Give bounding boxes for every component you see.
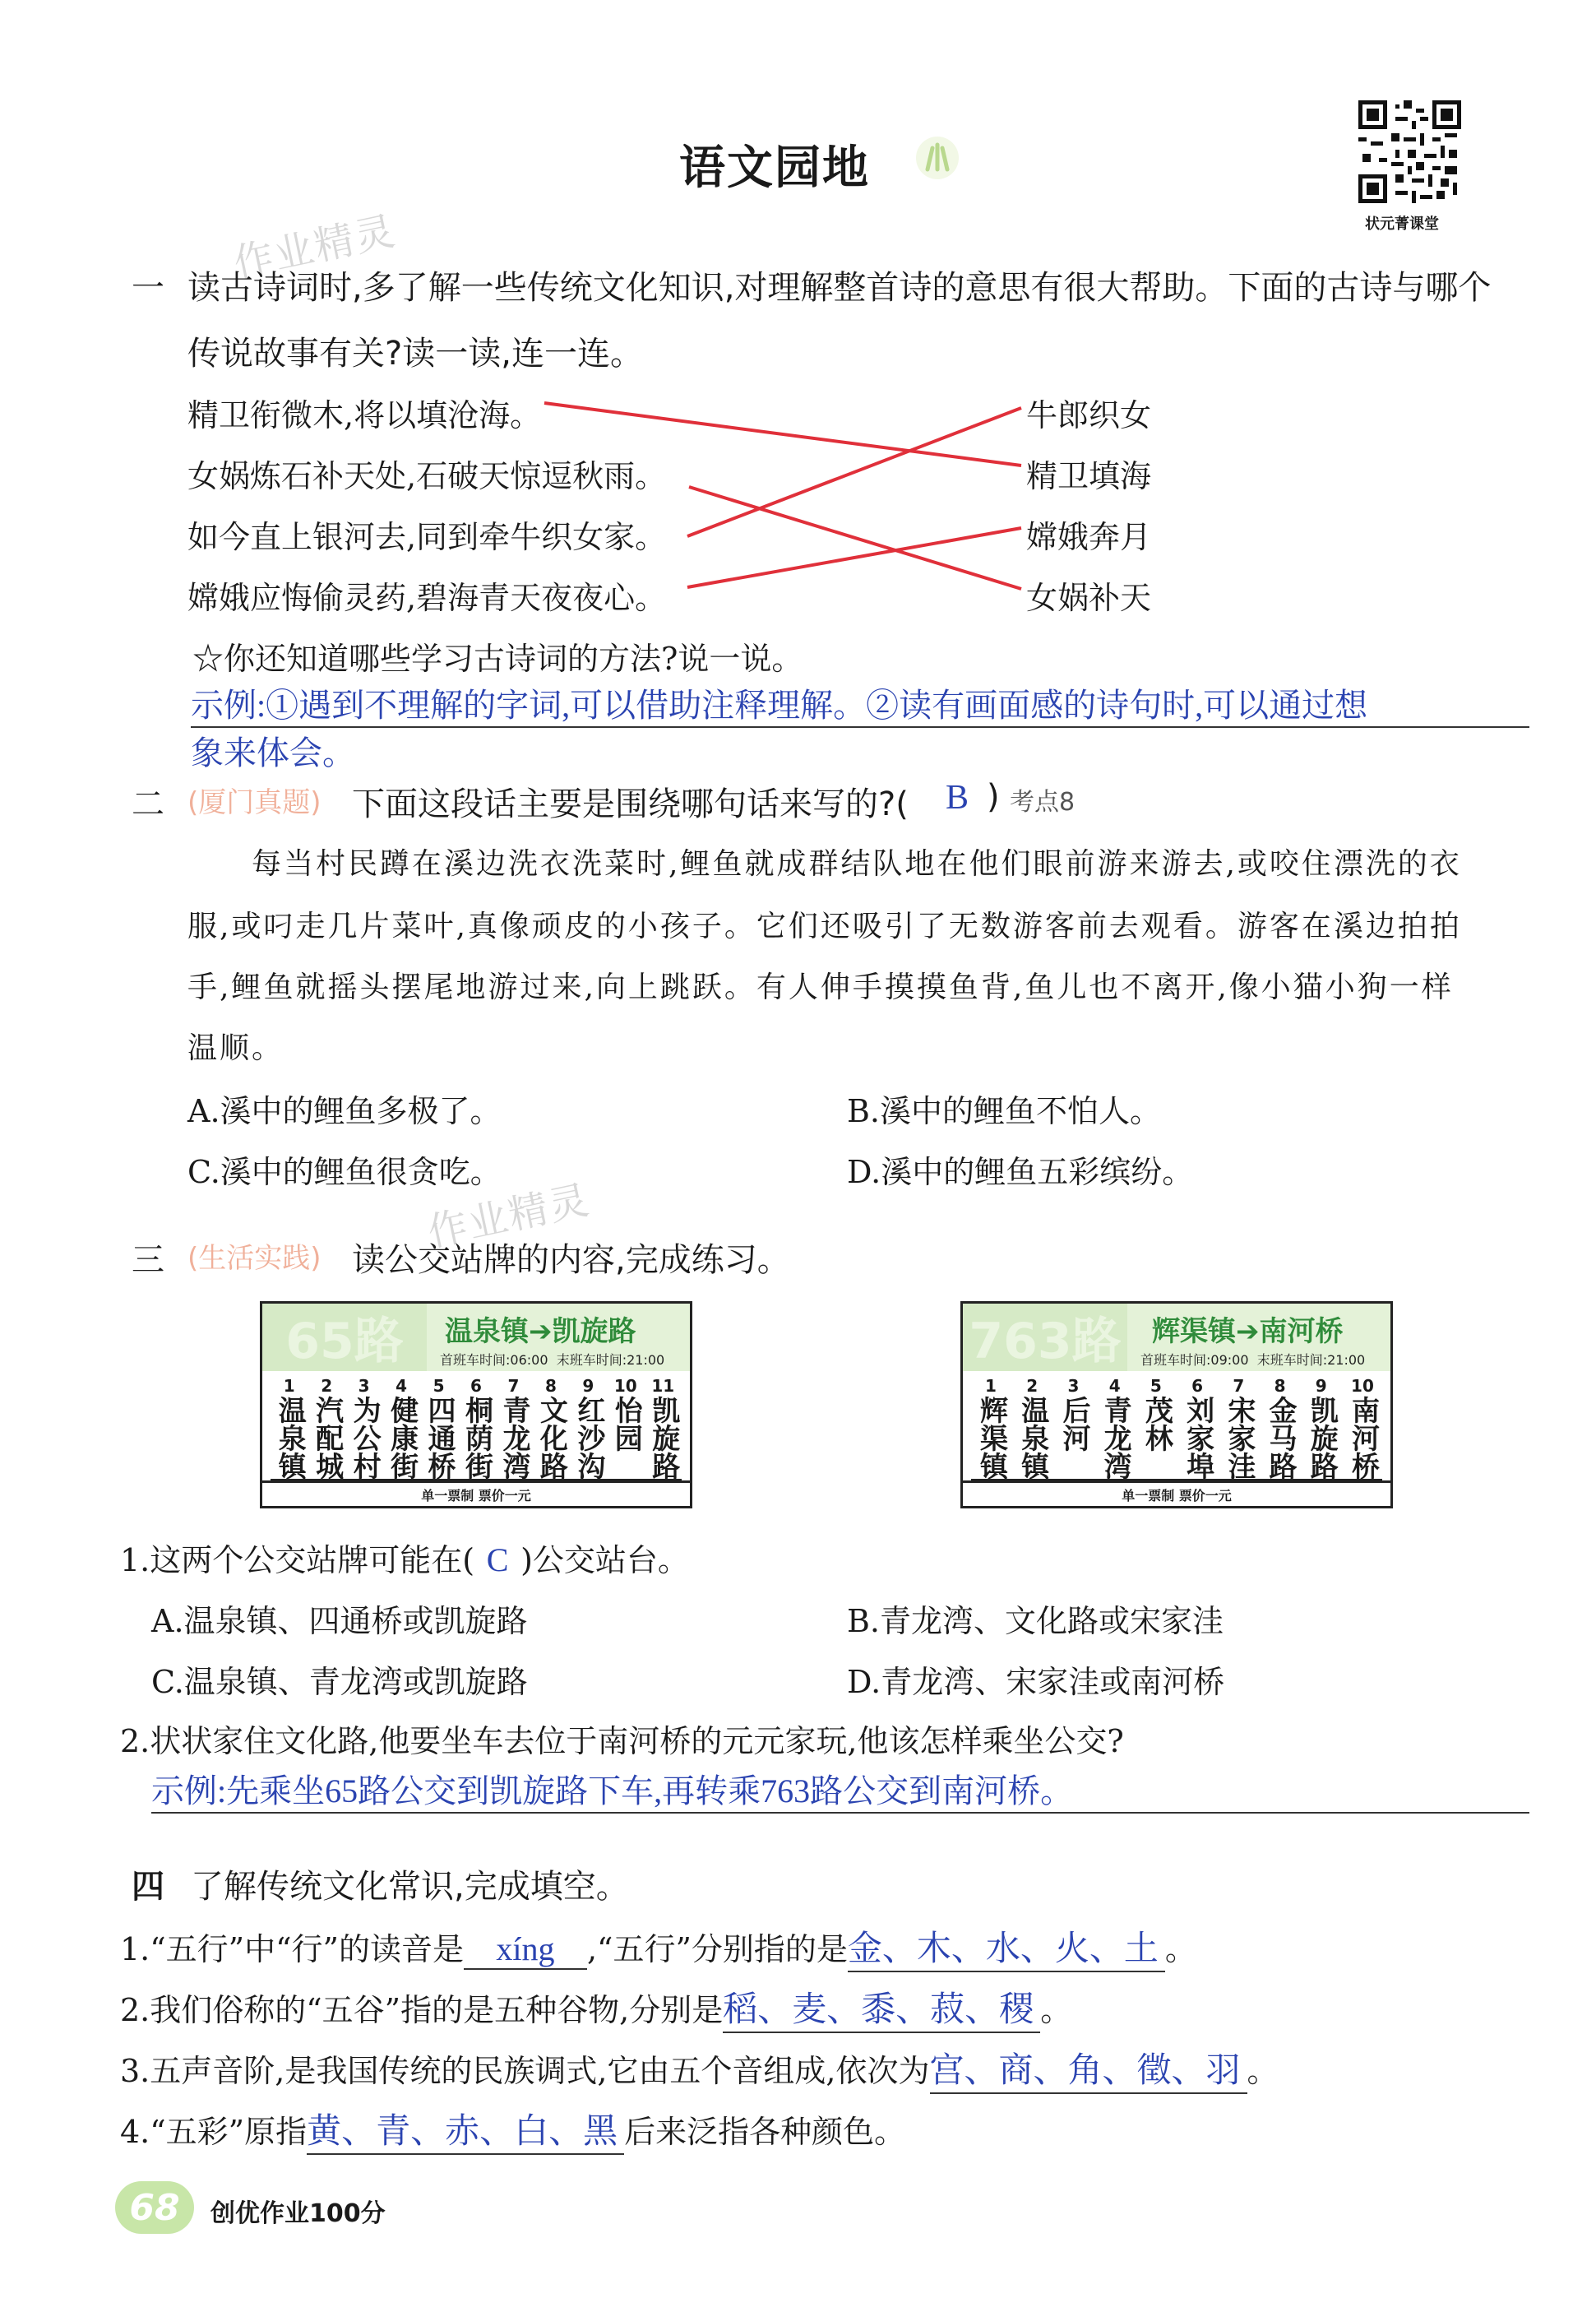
station-number: 1 — [985, 1376, 997, 1396]
fare-info: 单一票制 票价一元 — [963, 1480, 1390, 1506]
section-prompt: 传说故事有关?读一读,连一连。 — [187, 335, 643, 373]
station-number: 11 — [651, 1376, 675, 1396]
station-number: 8 — [544, 1376, 557, 1396]
bracket-close: ) — [987, 778, 1000, 816]
station-number: 10 — [1351, 1376, 1374, 1396]
last-bus-time: 末班车时间:21:00 — [1256, 1352, 1366, 1368]
option-d[interactable]: D.溪中的鲤鱼五彩缤纷。 — [847, 1154, 1194, 1190]
station-name: 凯旋路 — [646, 1396, 680, 1480]
bus-station — [457, 1376, 494, 1487]
bus-station — [1136, 1376, 1176, 1487]
station-name: 后河 — [1057, 1396, 1090, 1452]
poem-line: 如今直上银河去,同到牵牛织女家。 — [187, 519, 667, 555]
station-name: 四通桥 — [423, 1396, 456, 1480]
bus-station — [345, 1376, 382, 1487]
question-suffix: )公交站台。 — [520, 1542, 689, 1578]
station-number: 6 — [1191, 1376, 1204, 1396]
question-text — [120, 1535, 689, 1580]
station-number: 10 — [613, 1376, 637, 1396]
story-option[interactable]: 嫦娥奔月 — [1026, 519, 1152, 555]
bus-station — [1177, 1376, 1217, 1487]
bus-station — [532, 1376, 569, 1487]
station-number: 7 — [507, 1376, 520, 1396]
station-number: 8 — [1274, 1376, 1286, 1396]
bus-stop-sign — [960, 1301, 1393, 1508]
station-name: 茂林 — [1140, 1396, 1173, 1452]
question-text: 1.“五行”中“行”的读音是 — [120, 1931, 464, 1967]
station-name: 温泉镇 — [1015, 1396, 1049, 1480]
book-title: 创优作业100分 — [210, 2199, 386, 2228]
poem-line: 精卫衔微木,将以填沧海。 — [187, 397, 542, 433]
option-c[interactable]: C.温泉镇、青龙湾或凯旋路 — [151, 1664, 528, 1700]
station-name: 辉渠镇 — [974, 1396, 1008, 1480]
section-prompt: 下面这段话主要是围绕哪句话来写的?( — [352, 785, 909, 823]
route-to: 凯旋路 — [552, 1315, 636, 1348]
answer-text: 示例:先乘坐65路公交到凯旋路下车,再转乘763路公交到南河桥。 — [151, 1765, 1529, 1814]
route-number: 763路 — [963, 1304, 1127, 1371]
bus-station — [1095, 1376, 1135, 1487]
station-name: 凯旋路 — [1305, 1396, 1339, 1480]
station-name: 刘家埠 — [1181, 1396, 1214, 1480]
station-number: 1 — [283, 1376, 295, 1396]
station-number: 7 — [1233, 1376, 1245, 1396]
matching-lines — [0, 0, 1596, 658]
passage-line: 温顺。 — [187, 1031, 285, 1065]
poem-line: 嫦娥应悔偷灵药,碧海青天夜夜心。 — [187, 580, 667, 616]
passage-line: 服,或叼走几片菜叶,真像顽皮的小孩子。它们还吸引了无数游客前去观看。游客在溪边拍拍 — [187, 910, 1462, 943]
answer-text: 示例:①遇到不理解的字词,可以借助注释理解。②读有画面感的诗句时,可以通过想 — [191, 679, 1529, 728]
bus-station — [1219, 1376, 1258, 1487]
watermark: 作业精灵 — [229, 207, 400, 288]
station-name: 健康街 — [385, 1396, 419, 1480]
passage-line: 手,鲤鱼就摇头摆尾地游过来,向上跳跃。有人伸手摸摸鱼背,鱼儿也不离开,像小猫小狗一样 — [187, 971, 1454, 1004]
fill-blank-answer[interactable]: 金、木、水、火、土 — [848, 1921, 1165, 1972]
station-name: 南河桥 — [1346, 1396, 1380, 1480]
station-name: 金马路 — [1264, 1396, 1298, 1480]
bus-station — [645, 1376, 682, 1487]
option-a[interactable]: A.溪中的鲤鱼多极了。 — [187, 1093, 502, 1129]
station-list — [971, 1376, 1382, 1487]
arrow-right-icon: ➔ — [529, 1315, 553, 1348]
bus-station — [1343, 1376, 1382, 1487]
bus-station — [495, 1376, 532, 1487]
route-direction — [1152, 1309, 1344, 1349]
option-b[interactable]: B.青龙湾、文化路或宋家洼 — [847, 1603, 1224, 1639]
station-name: 青龙湾 — [497, 1396, 530, 1480]
station-name: 青龙湾 — [1099, 1396, 1132, 1480]
section-tag: (生活实践) — [187, 1242, 322, 1275]
bus-station — [1302, 1376, 1341, 1487]
section-number: 四 — [132, 1868, 164, 1906]
station-name: 怡园 — [609, 1396, 643, 1452]
page-number-badge — [115, 2181, 194, 2234]
answer-choice[interactable]: C — [486, 1541, 509, 1578]
exam-point-note: 考点8 — [1010, 788, 1076, 817]
question-text: ,“五行”分别指的是 — [586, 1931, 848, 1967]
page-title: 语文园地 — [679, 141, 870, 195]
station-name: 文化路 — [534, 1396, 568, 1480]
fill-question — [120, 2043, 1279, 2094]
passage-line: 每当村民蹲在溪边洗衣洗菜时,鲤鱼就成群结队地在他们眼前游来游去,或咬住漂洗的衣 — [252, 847, 1462, 881]
station-number: 3 — [1067, 1376, 1080, 1396]
option-c[interactable]: C.溪中的鲤鱼很贪吃。 — [187, 1154, 502, 1190]
section-number: 一 — [132, 269, 164, 307]
station-number: 4 — [396, 1376, 408, 1396]
station-name: 宋家洼 — [1222, 1396, 1256, 1480]
fill-question — [120, 2104, 905, 2155]
fill-question — [120, 1921, 1196, 1972]
question-text: 3.五声音阶,是我国传统的民族调式,它由五个音组成,依次为 — [120, 2053, 930, 2089]
station-number: 6 — [470, 1376, 482, 1396]
station-number: 2 — [321, 1376, 333, 1396]
story-option[interactable]: 精卫填海 — [1026, 458, 1152, 494]
arrow-right-icon: ➔ — [1236, 1315, 1260, 1348]
station-name: 红沙沟 — [571, 1396, 605, 1480]
question-text: 2.状状家住文化路,他要坐车去位于南河桥的元元家玩,他该怎样乘坐公交? — [120, 1723, 1124, 1759]
section-prompt: 读公交站牌的内容,完成练习。 — [352, 1241, 790, 1279]
section-number: 三 — [132, 1241, 164, 1279]
bus-station — [607, 1376, 644, 1487]
station-number: 5 — [1150, 1376, 1162, 1396]
station-number: 5 — [433, 1376, 445, 1396]
fill-question — [120, 1982, 1071, 2033]
question-text: 4.“五彩”原指 — [120, 2114, 308, 2150]
station-number: 3 — [358, 1376, 370, 1396]
question-prefix: 1.这两个公交站牌可能在( — [120, 1542, 475, 1578]
route-from: 温泉镇 — [445, 1315, 529, 1348]
bus-times — [1140, 1350, 1365, 1369]
route-from: 辉渠镇 — [1152, 1315, 1236, 1348]
station-number: 2 — [1026, 1376, 1039, 1396]
option-a[interactable]: A.温泉镇、四通桥或凯旋路 — [151, 1603, 528, 1639]
route-number: 65路 — [262, 1304, 427, 1371]
question-end: 。 — [1247, 2053, 1279, 2089]
fill-blank-answer[interactable]: xíng — [464, 1930, 587, 1970]
option-d[interactable]: D.青龙湾、宋家洼或南河桥 — [847, 1664, 1225, 1700]
fill-blank-answer[interactable]: 黄、青、赤、白、黑 — [307, 2104, 624, 2155]
section-tag: (厦门真题) — [187, 786, 322, 819]
story-option[interactable]: 牛郎织女 — [1026, 397, 1152, 433]
section-prompt: 读古诗词时,多了解一些传统文化知识,对理解整首诗的意思有很大帮助。下面的古诗与哪个 — [187, 269, 1492, 307]
bus-station — [971, 1376, 1011, 1487]
section-prompt: 了解传统文化常识,完成填空。 — [191, 1868, 629, 1906]
option-b[interactable]: B.溪中的鲤鱼不怕人。 — [847, 1093, 1162, 1129]
question-end: 。 — [1040, 1992, 1072, 2028]
first-bus-time: 首班车时间:09:00 — [1140, 1352, 1249, 1368]
station-name: 为公村 — [348, 1396, 382, 1480]
answer-text: 象来体会。 — [191, 734, 355, 771]
answer-choice[interactable]: B — [946, 779, 969, 817]
bus-station — [1012, 1376, 1052, 1487]
last-bus-time: 末班车时间:21:00 — [556, 1352, 665, 1368]
station-number: 9 — [1315, 1376, 1327, 1396]
star-question: ☆你还知道哪些学习古诗词的方法?说一说。 — [192, 641, 803, 677]
station-name: 温泉镇 — [273, 1396, 307, 1480]
question-text: 2.我们俗称的“五谷”指的是五种谷物,分别是 — [120, 1992, 724, 2028]
section-number: 二 — [132, 785, 164, 823]
fare-info: 单一票制 票价一元 — [262, 1480, 690, 1506]
bus-station — [1261, 1376, 1300, 1487]
bus-stop-sign — [260, 1301, 692, 1508]
route-direction — [445, 1309, 636, 1349]
question-end: 。 — [1164, 1931, 1196, 1967]
question-text: 后来泛指各种颜色。 — [624, 2114, 906, 2150]
bus-station — [308, 1376, 345, 1487]
bus-station — [420, 1376, 457, 1487]
bus-station — [1053, 1376, 1093, 1487]
station-number: 9 — [582, 1376, 594, 1396]
bus-times — [440, 1350, 664, 1369]
watermark: 作业精灵 — [423, 1176, 594, 1257]
bus-station — [382, 1376, 419, 1487]
first-bus-time: 首班车时间:06:00 — [440, 1352, 548, 1368]
poem-line: 女娲炼石补天处,石破天惊逗秋雨。 — [187, 458, 667, 494]
fill-blank-answer[interactable]: 宫、商、角、徵、羽 — [930, 2043, 1247, 2094]
qr-caption: 状元菁课堂 — [1365, 215, 1439, 233]
station-name: 汽配城 — [310, 1396, 344, 1480]
page-number: 68 — [129, 2186, 180, 2229]
station-list — [271, 1376, 682, 1487]
station-name: 桐荫街 — [460, 1396, 493, 1480]
station-number: 4 — [1108, 1376, 1121, 1396]
route-to: 南河桥 — [1259, 1315, 1344, 1348]
story-option[interactable]: 女娲补天 — [1026, 580, 1152, 616]
bus-station — [271, 1376, 308, 1487]
bus-station — [570, 1376, 607, 1487]
fill-blank-answer[interactable]: 稻、麦、黍、菽、稷 — [723, 1982, 1040, 2033]
